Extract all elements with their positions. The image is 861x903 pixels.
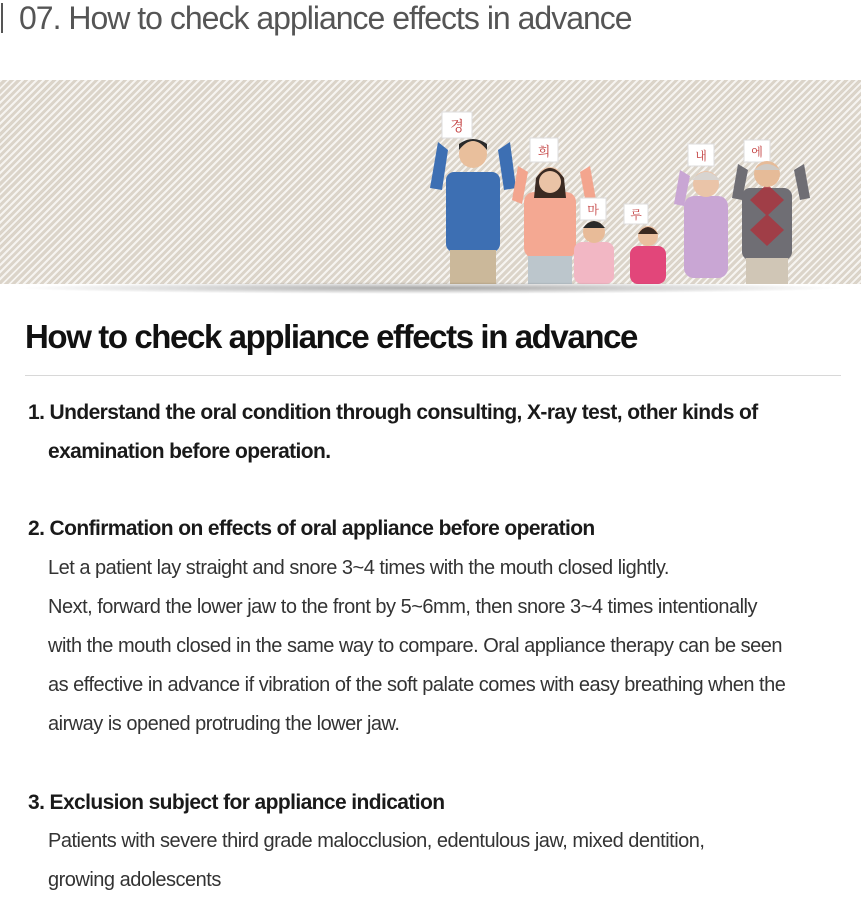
item-2-line-4: as effective in advance if vibration of the soft palate comes with easy breathing when the xyxy=(48,674,786,696)
page-title: 07. How to check appliance effects in advance xyxy=(19,0,632,36)
title-divider xyxy=(1,3,3,33)
family-illustration xyxy=(0,80,861,284)
girl-figure xyxy=(624,204,666,284)
item-2-line-5: airway is opened protruding the lower jaw. xyxy=(48,713,400,735)
item-3-title: 3. Exclusion subject for appliance indication xyxy=(28,791,445,814)
banner-shadow xyxy=(12,282,847,294)
sign-text-6: 에 xyxy=(751,145,763,159)
sign-text-5: 내 xyxy=(695,149,707,163)
heading-divider xyxy=(25,375,841,376)
item-1-title-continued: examination before operation. xyxy=(48,440,331,463)
sign-text-2: 희 xyxy=(537,145,551,160)
sign-text-3: 마 xyxy=(587,203,599,217)
grandfather-figure xyxy=(732,140,810,284)
family-banner xyxy=(0,80,861,284)
item-2-title: 2. Confirmation on effects of oral appliance before operation xyxy=(28,517,595,540)
page-title-bar xyxy=(0,0,861,36)
item-3-line-2: growing adolescents xyxy=(48,869,221,891)
item-2-line-1: Let a patient lay straight and snore 3~4 times with the mouth closed lightly. xyxy=(48,557,669,579)
item-3-line-1: Patients with severe third grade malocclusion, edentulous jaw, mixed dentition, xyxy=(48,830,705,852)
father-figure xyxy=(430,112,516,284)
sign-text-1: 경 xyxy=(450,119,464,135)
item-2-line-3: with the mouth closed in the same way to compare. Oral appliance therapy can be seen xyxy=(48,635,782,657)
sign-text-4: 루 xyxy=(630,208,642,222)
boy-figure xyxy=(574,198,614,284)
section-heading: How to check appliance effects in advance xyxy=(25,318,637,355)
item-1-title: 1. Understand the oral condition through consulting, X-ray test, other kinds of xyxy=(28,401,758,424)
grandmother-figure xyxy=(674,144,728,278)
item-2-line-2: Next, forward the lower jaw to the front by 5~6mm, then snore 3~4 times intentionally xyxy=(48,596,757,618)
